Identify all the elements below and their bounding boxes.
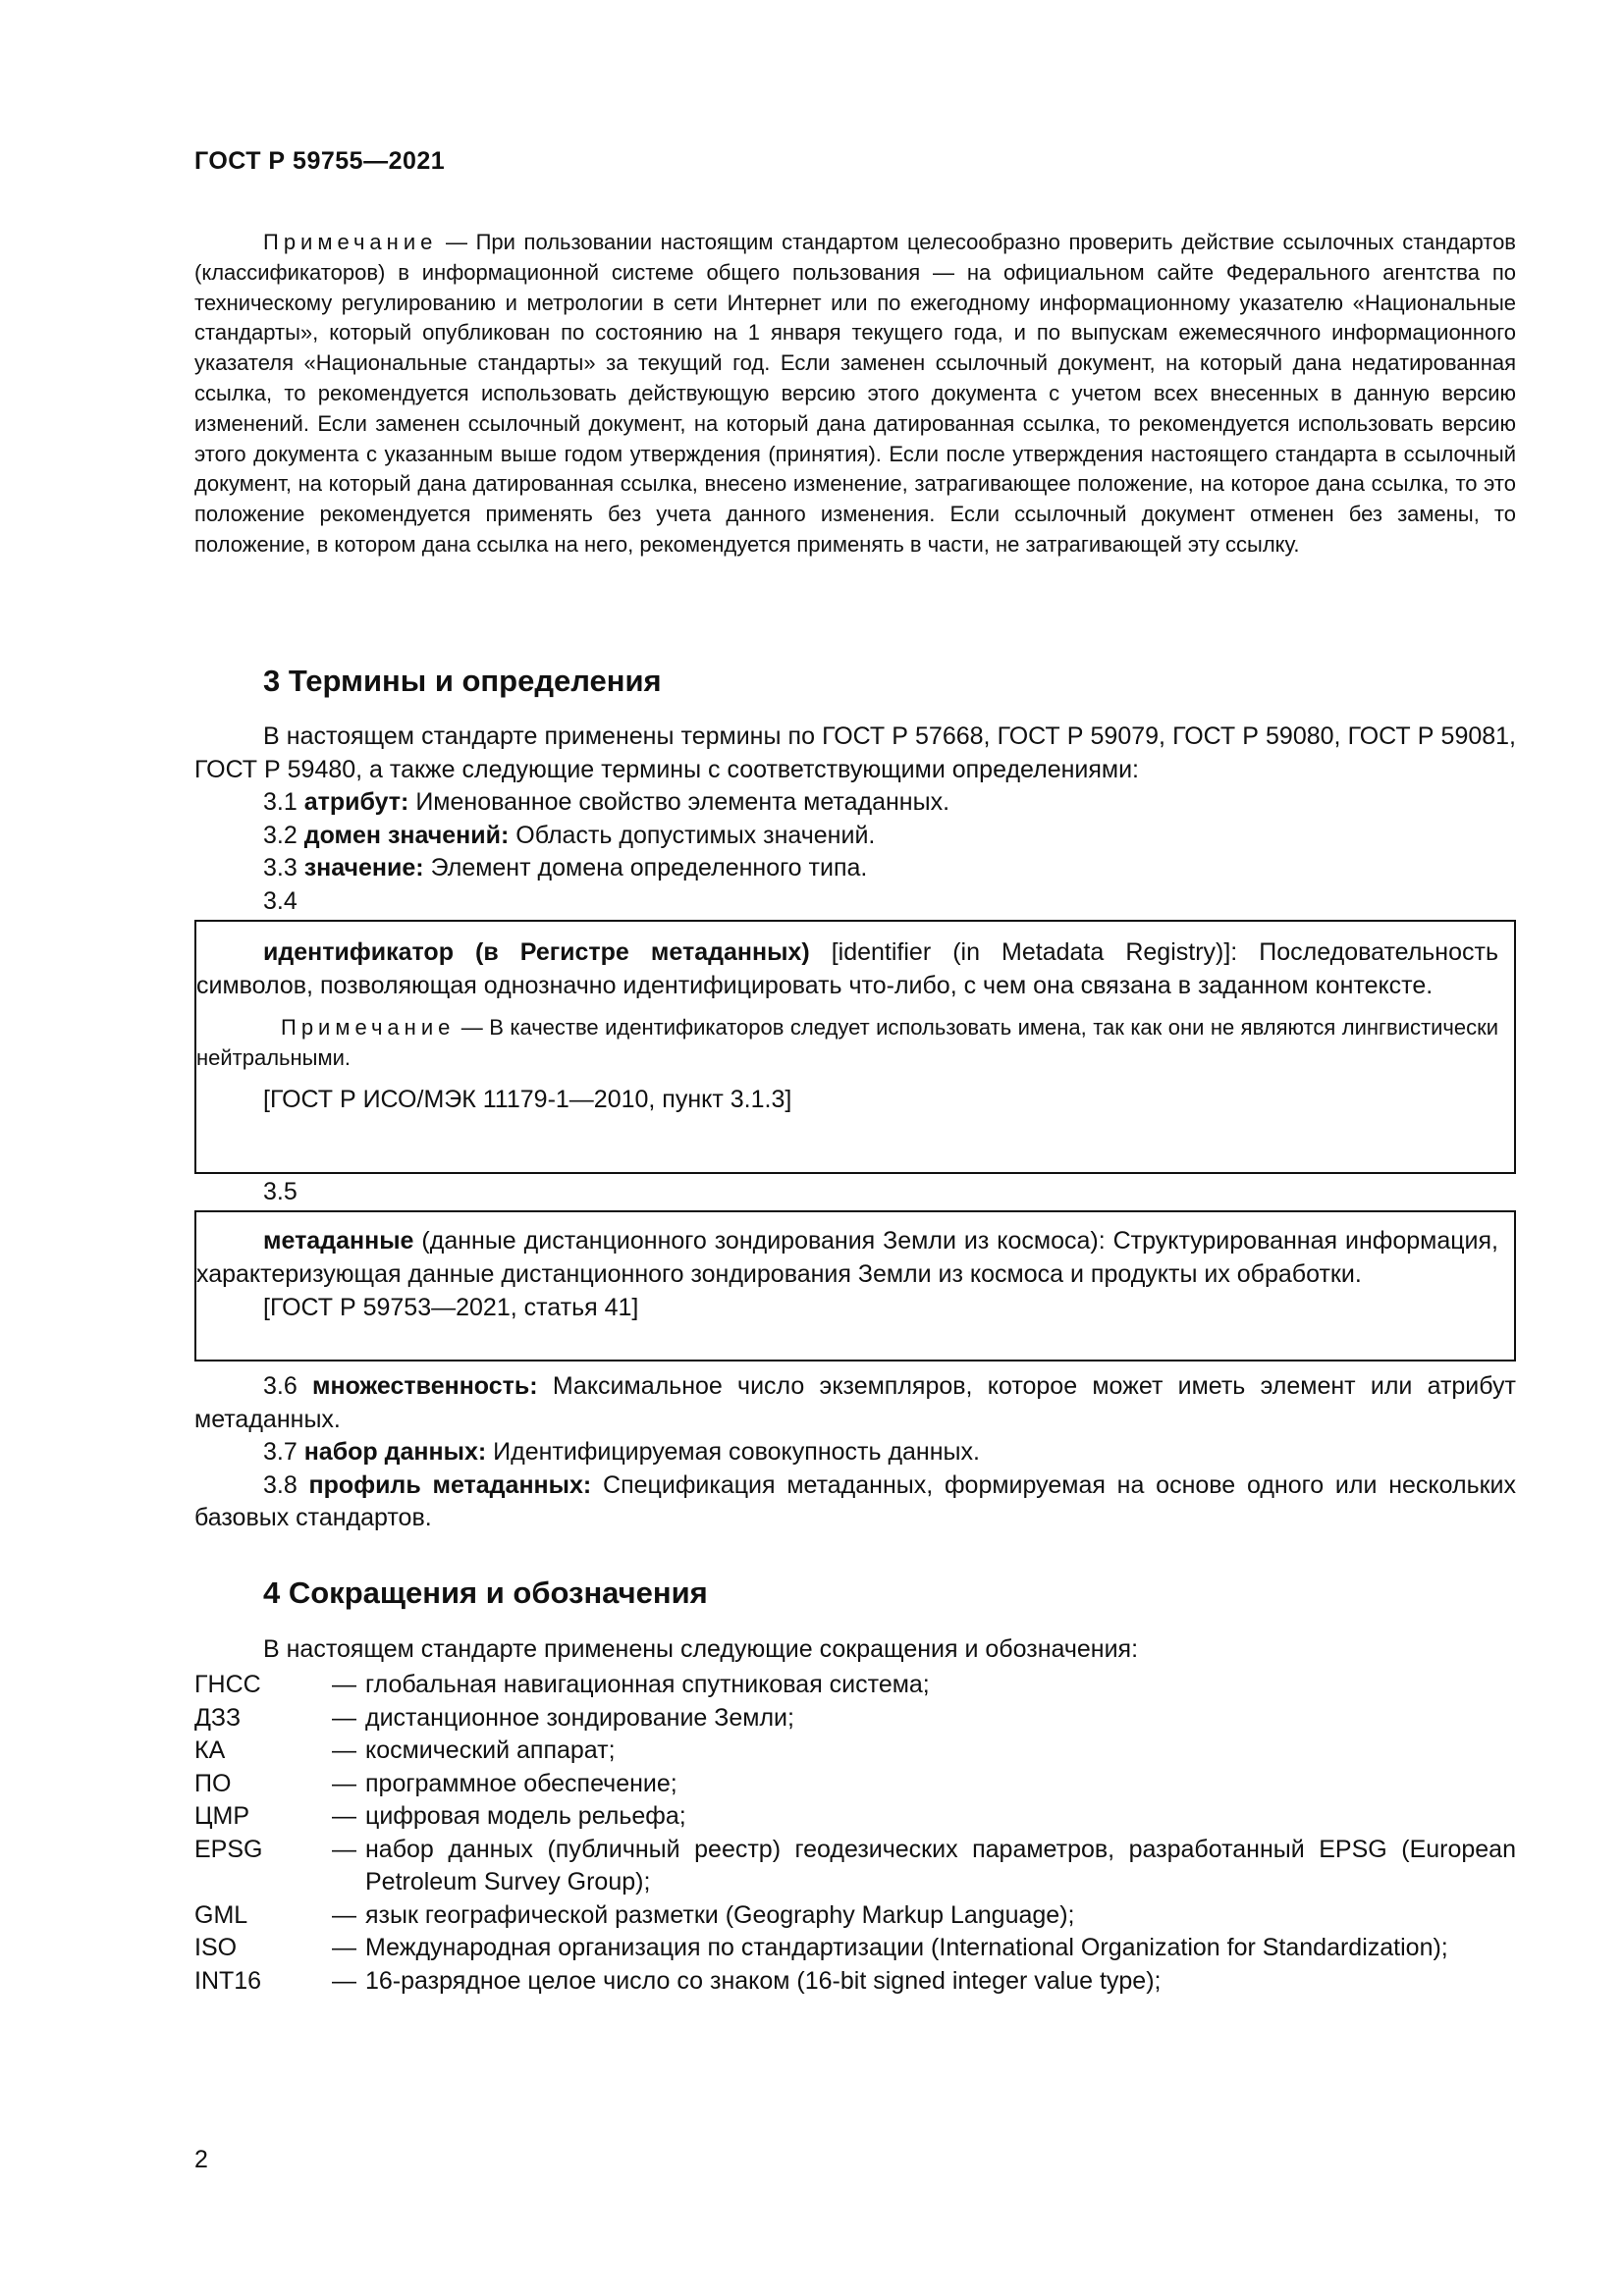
term-3-8: 3.8 профиль метаданных: Спецификация метаданных, формируемая на основе одного или нескольких базовых стандартов.: [194, 1470, 1517, 1531]
list-item: ПО — программное обеспечение;: [194, 1769, 677, 1797]
note-text: — При пользовании настоящим стандартом целесообразно проверить действие ссылочных стандартов (классификаторов) в информационной системе общего пользования — на официальном сайте Федерального агентства по техническому регулированию и метрологии в сети Интернет или по ежегодному информационному указателю «Национальные стандарты», который опубликован по состоянию на 1 января текущего года, и по выпускам ежемесячного информационного указателя «Национальные стандарты» за текущий год. Если заменен ссылочный документ, на который дана недатированная ссылка, то рекомендуется использовать действующую версию этого документа с учетом всех внесенных в данную версию изменений. Если заменен ссылочный документ, на который дана датированная ссылка, то рекомендуется использовать версию этого документа с указанным выше годом утверждения (принятия). Если после утверждения настоящего стандарта в ссылочный документ, на который дана датированная ссылка, внесено изменение, затрагивающее положение, на которое дана ссылка, то это положение рекомендуется применять без учета данного изменения. Если ссылочный документ отменен без замены, то положение, в котором дана ссылка на него, рекомендуется применять в части, не затрагивающей эту ссылку.: [194, 230, 1516, 557]
section-4-intro-block: [194, 1633, 1516, 1667]
term-3-4-source: [ГОСТ Р ИСО/МЭК 11179-1—2010, пункт 3.1.3]: [263, 1086, 792, 1113]
term-3-4-note: Примечание — В качестве идентификаторов следует использовать имена, так как они не являются лингвистически нейтральными.: [196, 1015, 1498, 1070]
term-3-5-box: [194, 1210, 1516, 1362]
term-3-3: 3.3 значение: Элемент домена определенного типа.: [263, 854, 868, 881]
section-4-intro: В настоящем стандарте применены следующие сокращения и обозначения:: [263, 1635, 1139, 1663]
abbreviation-list: [194, 1669, 1516, 1998]
list-item: GML — язык географической разметки (Geography Markup Language);: [194, 1900, 1075, 1929]
list-item: ГНСС — глобальная навигационная спутниковая система;: [194, 1671, 930, 1698]
term-3-5-source: [ГОСТ Р 59753—2021, статья 41]: [263, 1294, 639, 1321]
section-3-intro-block: [194, 721, 1516, 918]
term-3-2: 3.2 домен значений: Область допустимых значений.: [263, 821, 876, 849]
term-3-1: 3.1 атрибут: Именованное свойство элемента метаданных.: [263, 788, 950, 816]
term-3-5-number: 3.5: [263, 1178, 298, 1205]
term-3-4-box: [194, 920, 1516, 1174]
term-3-4-number: 3.4: [263, 886, 298, 915]
list-item: EPSG — набор данных (публичный реестр) геодезических параметров, разработанный EPSG (European Petroleum Survey Group);: [194, 1835, 1516, 1896]
list-item: КА — космический аппарат;: [194, 1736, 616, 1764]
term-3-6: 3.6 множественность: Максимальное число экземпляров, которое может иметь элемент или атрибут метаданных.: [194, 1372, 1516, 1433]
section-3-heading: 3 Термины и определения: [263, 664, 662, 698]
reference-note: [194, 228, 1516, 561]
section-3-intro: В настоящем стандарте применены термины по ГОСТ Р 57668, ГОСТ Р 59079, ГОСТ Р 59080, ГОСТ Р 59081, ГОСТ Р 59480, а также следующие термины с соответствующими определениями:: [194, 722, 1516, 783]
list-item: INT16 — 16-разрядное целое число со знаком (16-bit signed integer value type);: [194, 1966, 1162, 1995]
term-3-5-definition: метаданные (данные дистанционного зондирования Земли из космоса): Структурированная информация, характеризующая данные дистанционного зондирования Земли из космоса и продукты их обработки.: [196, 1227, 1498, 1288]
term-3-4-definition: идентификатор (в Регистре метаданных) [identifier (in Metadata Registry)]: Последовательность символов, позволяющая однозначно идентифицировать что-либо, с чем она связана в заданном контексте.: [196, 938, 1498, 999]
section-4-heading: 4 Сокращения и обозначения: [263, 1575, 708, 1610]
list-item: ДЗЗ — дистанционное зондирование Земли;: [194, 1703, 794, 1732]
note-label: Примечание: [263, 230, 438, 254]
term-3-7: 3.7 набор данных: Идентифицируемая совокупность данных.: [263, 1438, 980, 1466]
list-item: ЦМР — цифровая модель рельефа;: [194, 1802, 686, 1830]
list-item: ISO — Международная организация по стандартизации (International Organization for Standardization);: [194, 1934, 1448, 1961]
page-header: ГОСТ Р 59755—2021: [194, 147, 446, 175]
terms-continued: [194, 1370, 1516, 1535]
document-page: [194, 0, 1516, 2296]
page-number: 2: [194, 2146, 208, 2173]
